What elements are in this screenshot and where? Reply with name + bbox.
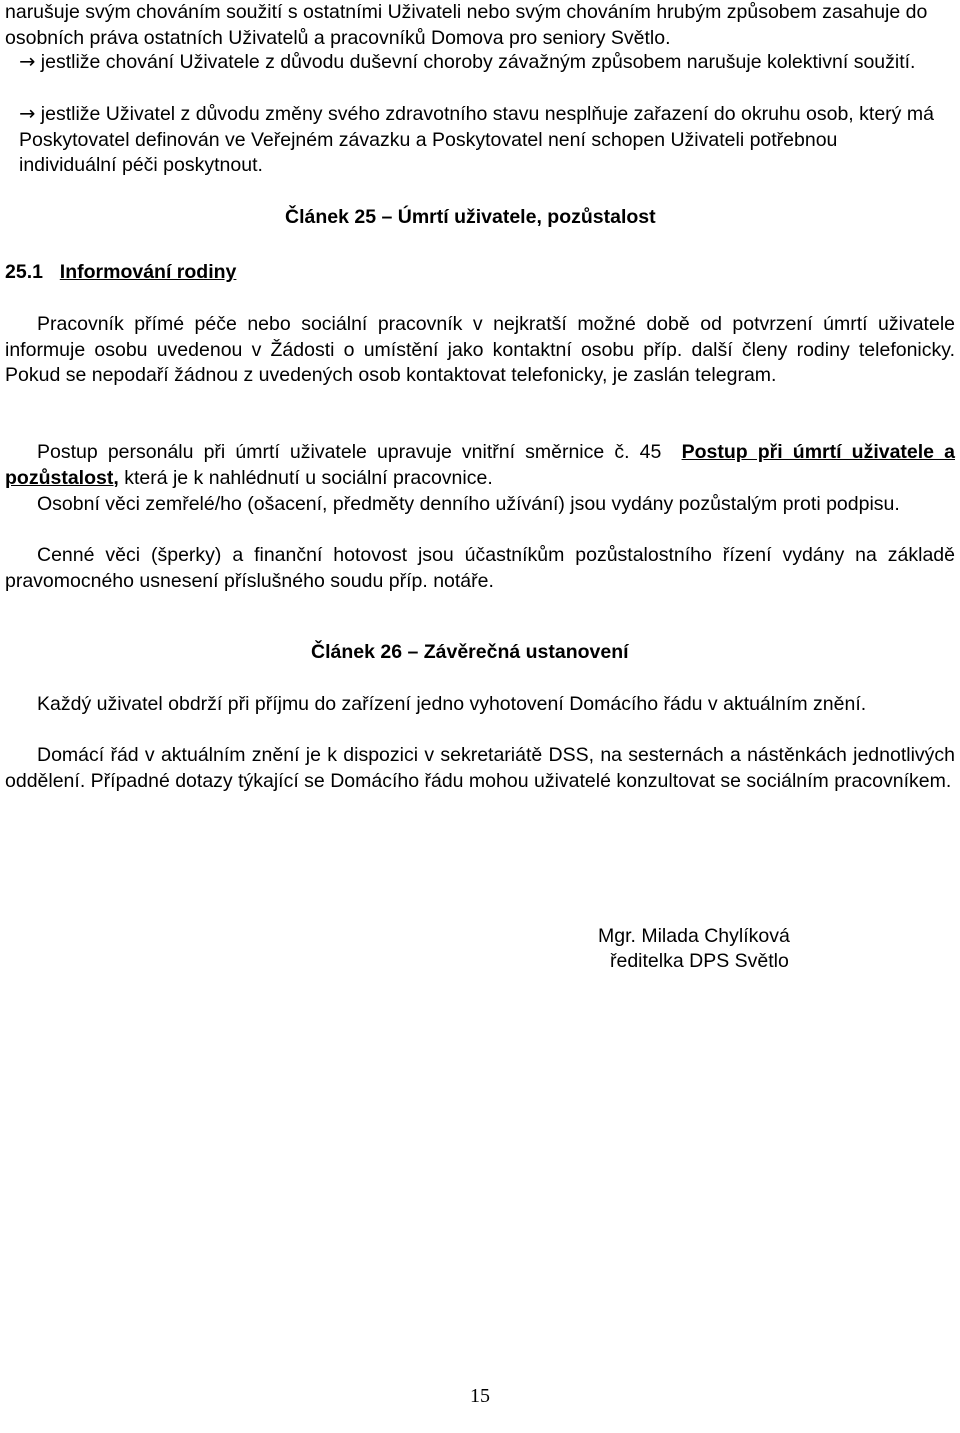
- subsection-number: 25.1: [5, 261, 43, 283]
- directive-title: Postup při úmrtí uživatele a pozůstalost,: [5, 441, 955, 489]
- signature-name: [598, 924, 918, 950]
- article-26-heading: [311, 640, 911, 666]
- arrow-right-icon: →: [19, 50, 36, 73]
- article-26-paragraph: [5, 743, 955, 794]
- bullet-text: jestliže Uživatel z důvodu změny svého zdravotního stavu nesplňuje zařazení do okruhu osob, který má Poskytovatel definován ve Veřejném závazku a Poskytovatel není schopen Uživateli potřebnou individuální péči poskytnout.: [19, 103, 934, 176]
- signature-title-text: ředitelka DPS Světlo: [610, 950, 789, 972]
- page-number-text: 15: [470, 1385, 490, 1407]
- arrow-right-icon: →: [19, 102, 36, 125]
- signature-title: [610, 949, 930, 975]
- article-25-paragraph: [5, 440, 955, 491]
- paragraph-text: Domácí řád v aktuálním znění je k dispozici v sekretariátě DSS, na sesternách a nástěnkách jednotlivých oddělení. Případné dotazy týkající se Domácího řádu mohou uživatelé konzultovat se sociálním pracovníkem.: [5, 744, 955, 792]
- intro-paragraph: [5, 0, 950, 51]
- paragraph-text: Každý uživatel obdrží při příjmu do zařízení jedno vyhotovení Domácího řádu v aktuálním znění.: [37, 693, 867, 715]
- article-25-paragraph: [5, 543, 955, 594]
- article-26-paragraph: [5, 692, 955, 718]
- article-25-heading-text: Článek 25 – Úmrtí uživatele, pozůstalost: [285, 206, 656, 228]
- article-26-heading-text: Článek 26 – Závěrečná ustanovení: [311, 641, 629, 663]
- subsection-title: Informování rodiny: [59, 261, 237, 283]
- paragraph-text: Postup personálu při úmrtí uživatele upravuje vnitřní směrnice č. 45: [37, 441, 662, 463]
- bullet-text: jestliže chování Uživatele z důvodu duševní choroby závažným způsobem narušuje kolektivní soužití.: [40, 51, 916, 73]
- signature-name-text: Mgr. Milada Chylíková: [598, 925, 790, 947]
- paragraph-text: Osobní věci zemřelé/ho (ošacení, předměty denního užívání) jsou vydány pozůstalým proti podpisu.: [37, 493, 900, 515]
- page-number: [440, 1384, 520, 1410]
- bullet-item: [19, 49, 919, 76]
- article-25-heading: [285, 205, 885, 231]
- article-25-paragraph: [5, 492, 955, 518]
- paragraph-text: Cenné věci (šperky) a finanční hotovost jsou účastníkům pozůstalostního řízení vydány na základě pravomocného usnesení příslušného soudu příp. notáře.: [5, 544, 955, 592]
- paragraph-text: která je k nahlédnutí u sociální pracovnice.: [124, 466, 493, 489]
- article-25-paragraph: [5, 312, 955, 389]
- paragraph-text: Pracovník přímé péče nebo sociální pracovník v nejkratší možné době od potvrzení úmrtí uživatele informuje osobu uvedenou v Žádosti o umístění jako kontaktní osobu příp. další členy rodiny telefonicky. Pokud se nepodaří žádnou z uvedených osob kontaktovat telefonicky, je zaslán telegram.: [5, 313, 955, 386]
- subsection-25-1: [5, 260, 505, 286]
- intro-text: narušuje svým chováním soužití s ostatními Uživateli nebo svým chováním hrubým způsobem zasahuje do osobních práva ostatních Uživatelů a pracovníků Domova pro seniory Světlo.: [5, 1, 928, 49]
- bullet-item: [19, 101, 934, 179]
